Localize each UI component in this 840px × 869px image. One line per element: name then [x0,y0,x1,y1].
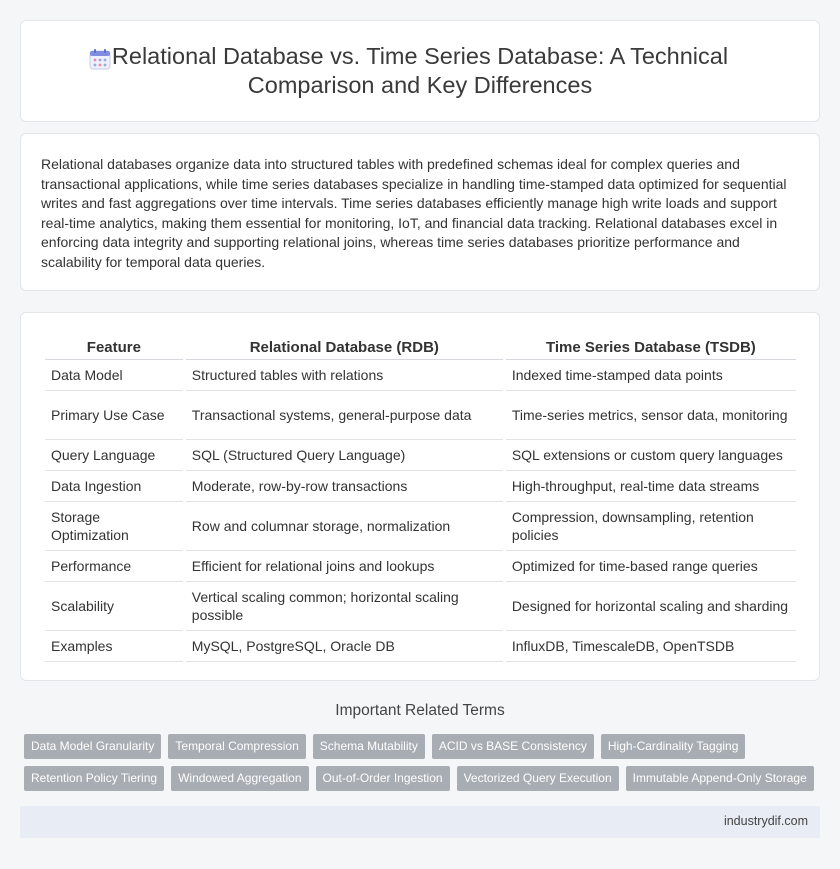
cell-tsdb: Designed for horizontal scaling and sharding [506,582,796,631]
term-tag[interactable]: Out-of-Order Ingestion [316,766,450,791]
term-tag[interactable]: Schema Mutability [313,734,425,759]
cell-rdb: Transactional systems, general-purpose data [186,391,503,440]
table-row [45,471,796,502]
cell-rdb: SQL (Structured Query Language) [186,440,503,471]
cell-tsdb: SQL extensions or custom query languages [506,440,796,471]
cell-rdb: Row and columnar storage, normalization [186,502,503,551]
cell-feature: Data Ingestion [45,471,183,502]
cell-feature: Storage Optimization [45,502,183,551]
cell-tsdb: Optimized for time-based range queries [506,551,796,582]
term-tag[interactable]: Temporal Compression [168,734,305,759]
cell-rdb: Vertical scaling common; horizontal scaling possible [186,582,503,631]
table-header-row [45,334,796,360]
cell-feature: Query Language [45,440,183,471]
cell-tsdb: InfluxDB, TimescaleDB, OpenTSDB [506,631,796,662]
cell-feature: Examples [45,631,183,662]
related-terms-row [24,734,824,759]
table-row [45,391,796,440]
cell-rdb: Moderate, row-by-row transactions [186,471,503,502]
cell-feature: Data Model [45,360,183,391]
footer-site-link[interactable]: industrydif.com [723,814,808,828]
term-tag[interactable]: Retention Policy Tiering [24,766,164,791]
cell-feature: Performance [45,551,183,582]
footer-bar [20,806,820,838]
intro-card [20,133,820,291]
term-tag[interactable]: Windowed Aggregation [171,766,308,791]
table-row [45,502,796,551]
term-tag[interactable]: ACID vs BASE Consistency [432,734,594,759]
term-tag[interactable]: Immutable Append-Only Storage [626,766,814,791]
comparison-table [42,334,799,662]
related-terms-title: Important Related Terms [335,702,505,719]
cell-rdb: Structured tables with relations [186,360,503,391]
cell-feature: Primary Use Case [45,391,183,440]
cell-tsdb: Indexed time-stamped data points [506,360,796,391]
table-row [45,631,796,662]
term-tag[interactable]: Vectorized Query Execution [457,766,619,791]
cell-rdb: MySQL, PostgreSQL, Oracle DB [186,631,503,662]
intro-paragraph: Relational databases organize data into structured tables with predefined schemas ideal for complex queries and transactional applications, while time series databases specialize in handling time-stamped data optimized for sequential writes and fast aggregations over time intervals. Time series databases efficiently manage high write loads and support real-time analytics, making them essential for monitoring, IoT, and financial data tracking. Relational databases excel in enforcing data integrity and supporting relational joins, whereas time series databases prioritize performance and scalability for temporal data queries. [41,156,787,270]
cell-feature: Scalability [45,582,183,631]
header-tsdb: Time Series Database (TSDB) [506,334,796,360]
page-title: Relational Database vs. Time Series Database: A Technical Comparison and Key Differences [111,43,729,98]
related-terms-row [24,766,824,791]
table-row [45,360,796,391]
comparison-table-card [20,312,820,681]
header-rdb: Relational Database (RDB) [186,334,503,360]
title-card [20,20,820,122]
cell-tsdb: Compression, downsampling, retention policies [506,502,796,551]
table-row [45,551,796,582]
table-row [45,582,796,631]
cell-tsdb: High-throughput, real-time data streams [506,471,796,502]
table-row [45,440,796,471]
header-feature: Feature [45,334,183,360]
cell-rdb: Efficient for relational joins and lookups [186,551,503,582]
term-tag[interactable]: Data Model Granularity [24,734,161,759]
term-tag[interactable]: High-Cardinality Tagging [601,734,746,759]
cell-tsdb: Time-series metrics, sensor data, monitoring [506,391,796,440]
